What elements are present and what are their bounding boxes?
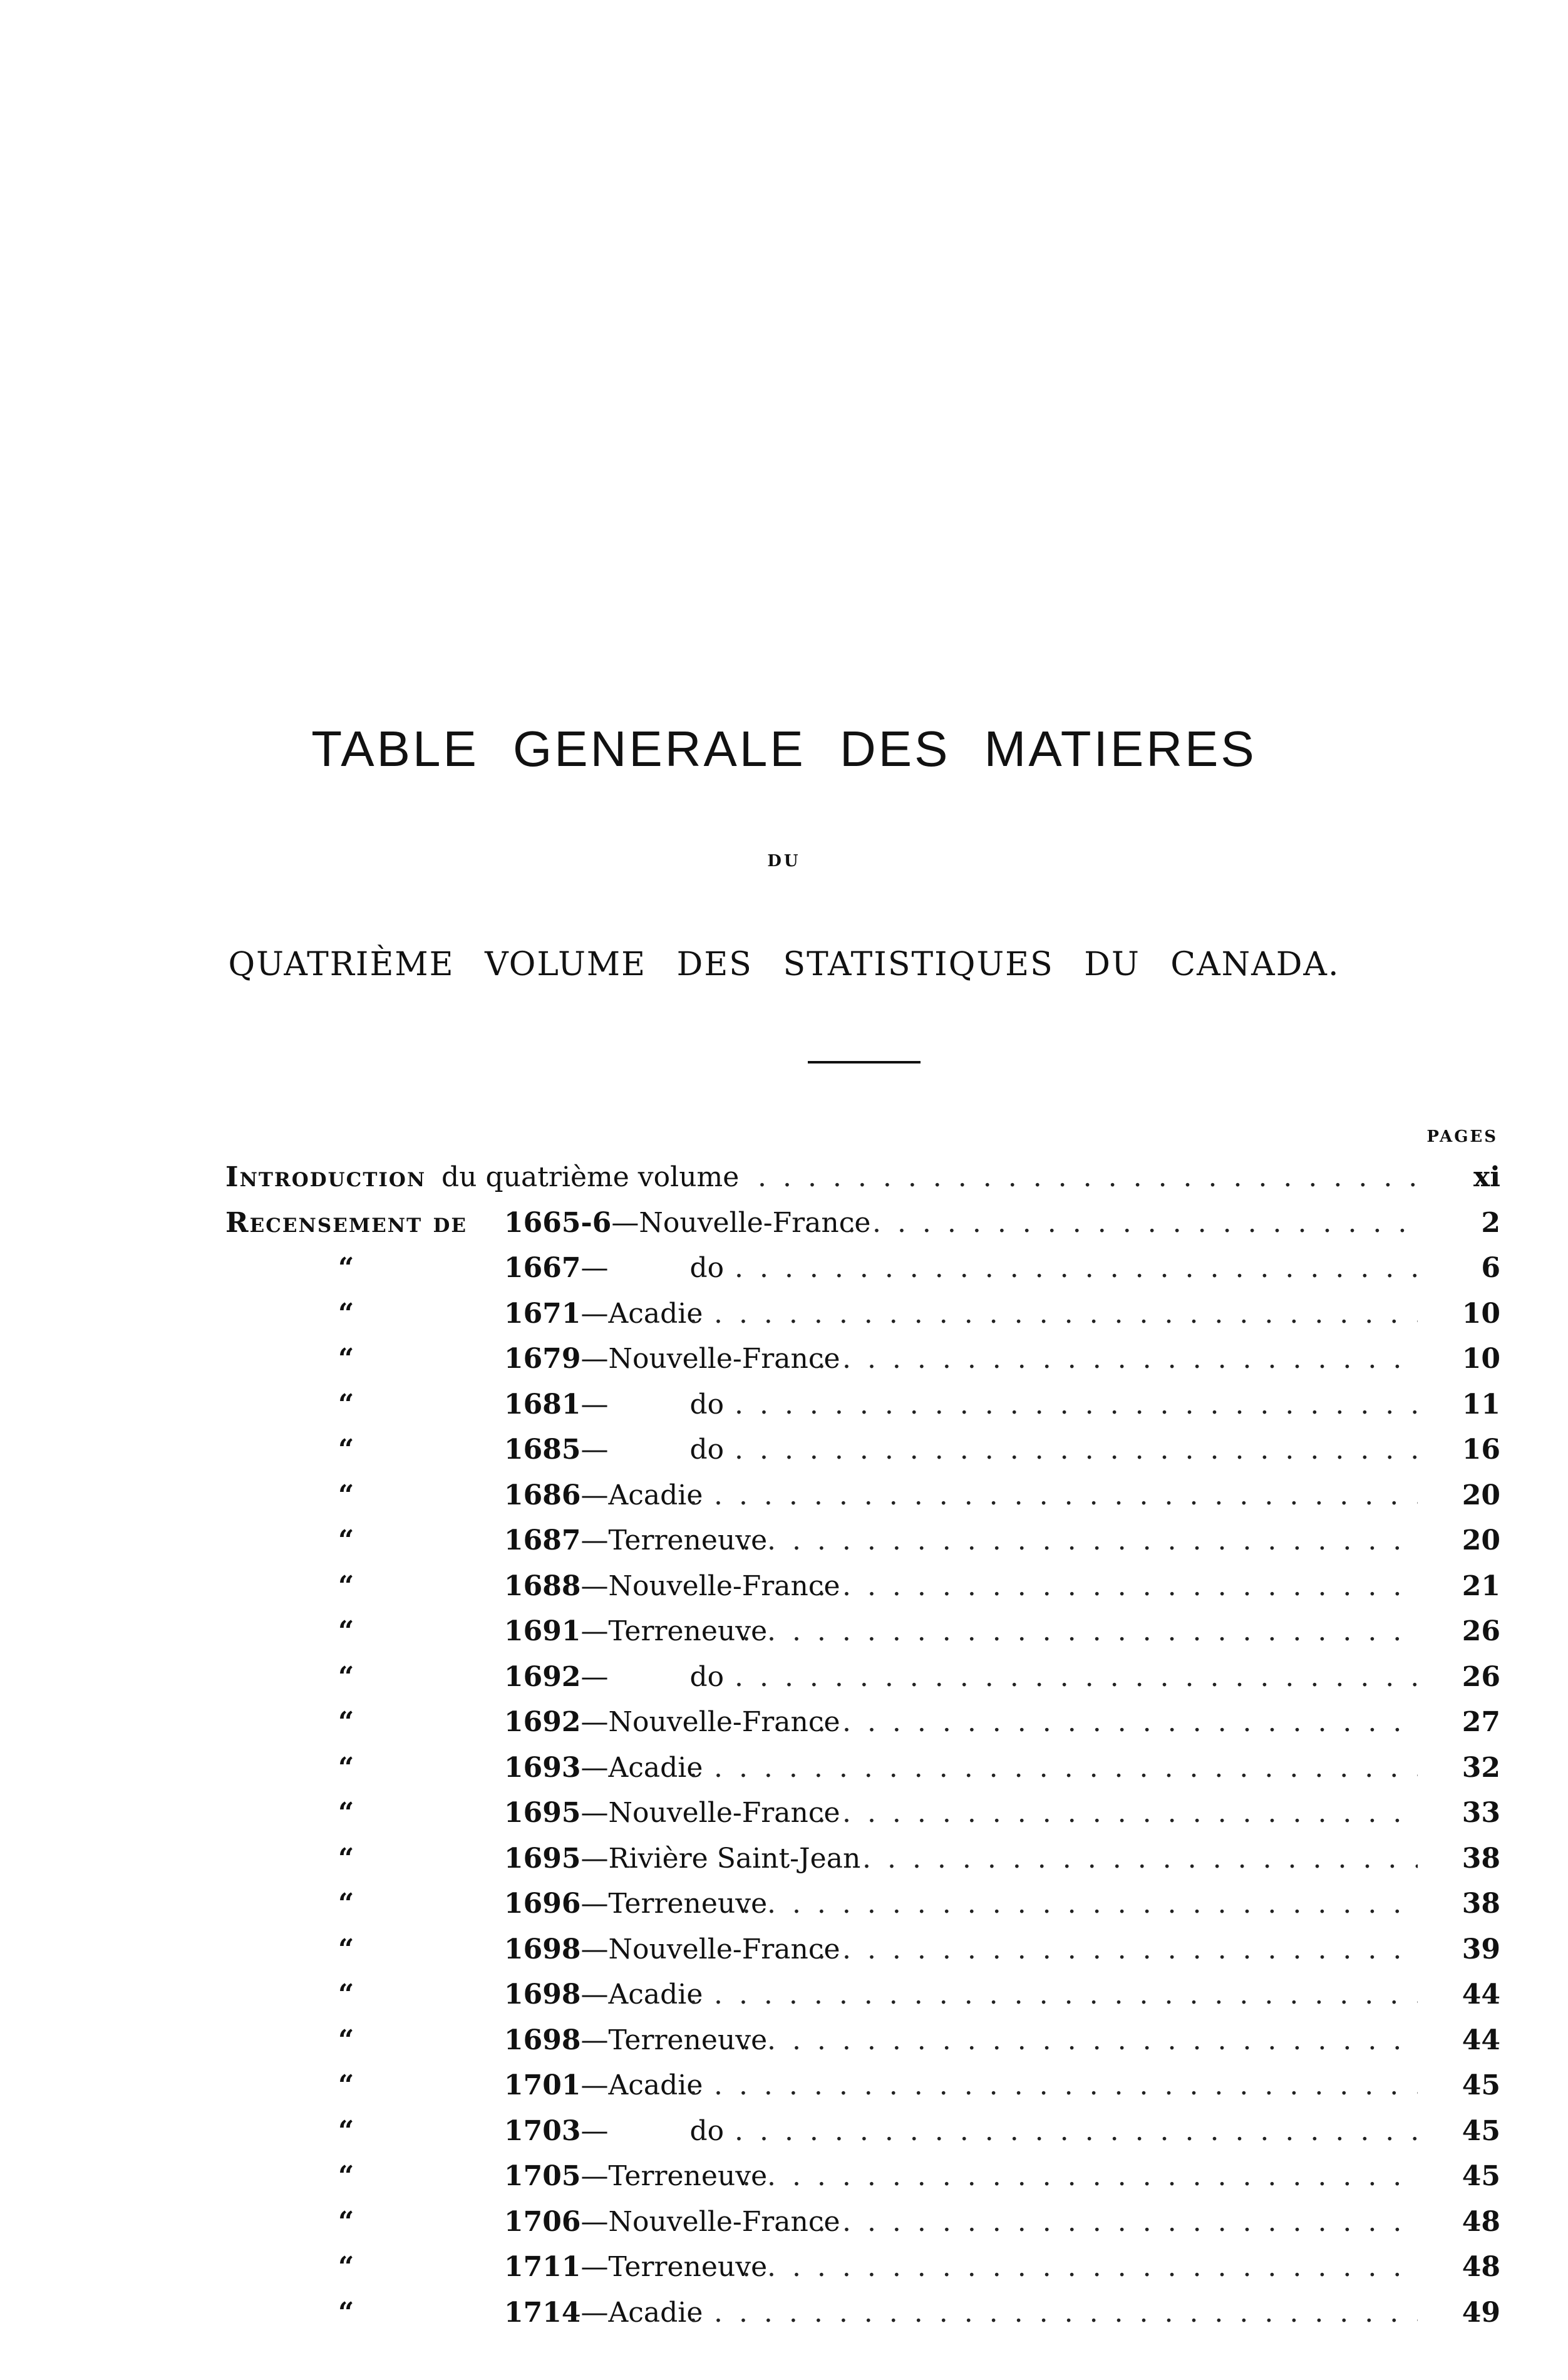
census-entry xyxy=(504,2293,703,2333)
ditto-mark: “ xyxy=(338,1979,354,2010)
census-entry xyxy=(504,2020,767,2061)
census-year: 1698 xyxy=(504,2024,581,2056)
census-entry xyxy=(504,1748,703,1788)
census-place: Nouvelle-France xyxy=(608,1933,840,1965)
census-place: Nouvelle-France xyxy=(608,1570,840,1602)
census-page-number: 33 xyxy=(1462,1797,1500,1829)
title-connector: DU xyxy=(767,852,801,871)
dash-separator: — xyxy=(580,1706,609,1738)
census-place: Terreneuve xyxy=(608,2251,768,2283)
ditto-mark: “ xyxy=(338,1660,354,1693)
dot-leader xyxy=(847,1203,1418,1243)
dot-leader xyxy=(742,2020,1418,2061)
ditto-mark: “ xyxy=(338,2160,354,2192)
census-page-number: 44 xyxy=(1462,1979,1500,2010)
census-entry xyxy=(504,1385,724,1425)
ditto-mark: “ xyxy=(338,1933,354,1965)
ditto-mark: “ xyxy=(338,2296,354,2329)
toc-row xyxy=(0,1476,1568,1516)
dash-separator: — xyxy=(580,1434,609,1466)
dot-leader xyxy=(742,2247,1418,2287)
census-place: Terreneuve xyxy=(608,1524,768,1556)
dash-separator: — xyxy=(580,1479,609,1511)
census-place: do xyxy=(689,1434,725,1466)
census-entry xyxy=(504,1657,724,1697)
census-year: 1714 xyxy=(504,2296,581,2329)
dash-separator: — xyxy=(580,1388,609,1420)
dash-separator: — xyxy=(580,1751,609,1784)
census-page-number: 26 xyxy=(1462,1615,1500,1647)
census-year: 1692 xyxy=(504,1706,581,1738)
toc-row xyxy=(0,2111,1568,2151)
toc-row xyxy=(0,1203,1568,1243)
census-page-number: 20 xyxy=(1462,1524,1500,1556)
dash-separator: — xyxy=(611,1206,639,1239)
dash-separator: — xyxy=(580,1343,609,1375)
page-subtitle: QUATRIÈME VOLUME DES STATISTIQUES DU CANADA. xyxy=(228,946,1340,983)
census-year: 1705 xyxy=(504,2160,581,2192)
toc-row xyxy=(0,1385,1568,1425)
dot-leader xyxy=(758,1157,1418,1198)
dot-leader xyxy=(689,1975,1418,2015)
dash-separator: — xyxy=(580,2069,609,2101)
census-page-number: 32 xyxy=(1462,1751,1500,1784)
census-place: Terreneuve xyxy=(608,1615,768,1647)
toc-row xyxy=(0,1793,1568,1833)
dash-separator: — xyxy=(580,1570,609,1602)
census-entry xyxy=(504,2066,703,2106)
census-page-number: 48 xyxy=(1462,2251,1500,2283)
introduction-text: du quatrième volume xyxy=(441,1161,740,1193)
introduction-label: Introduction xyxy=(225,1161,426,1193)
dot-leader xyxy=(742,1884,1418,1924)
census-place: Nouvelle-France xyxy=(608,1797,840,1829)
census-entry xyxy=(504,2247,767,2287)
ditto-mark: “ xyxy=(338,1252,354,1284)
toc-row xyxy=(0,1657,1568,1697)
dash-separator: — xyxy=(580,2114,609,2147)
census-entry xyxy=(504,1430,724,1470)
census-page-number: 45 xyxy=(1462,2114,1500,2147)
census-page-number: 45 xyxy=(1462,2069,1500,2101)
dash-separator: — xyxy=(580,1524,609,1556)
dot-leader xyxy=(817,1566,1418,1606)
census-page-number: 49 xyxy=(1462,2296,1500,2329)
census-entry xyxy=(504,1248,724,1288)
ditto-mark: “ xyxy=(338,1479,354,1511)
census-year: 1695 xyxy=(504,1842,581,1875)
dash-separator: — xyxy=(580,1888,609,1920)
census-year: 1681 xyxy=(504,1388,581,1420)
census-entry xyxy=(504,2156,767,2196)
ditto-mark: “ xyxy=(338,1297,354,1330)
toc-row xyxy=(0,2293,1568,2333)
dot-leader xyxy=(742,1612,1418,1652)
dot-leader xyxy=(689,2293,1418,2333)
toc-row xyxy=(0,1430,1568,1470)
dot-leader xyxy=(735,1430,1418,1470)
dash-separator: — xyxy=(580,2251,609,2283)
census-year: 1698 xyxy=(504,1979,581,2010)
census-year: 1695 xyxy=(504,1797,581,1829)
census-year: 1711 xyxy=(504,2251,581,2283)
census-entry xyxy=(504,1203,870,1243)
census-place: Nouvelle-France xyxy=(608,1706,840,1738)
census-page-number: 16 xyxy=(1462,1434,1500,1466)
dash-separator: — xyxy=(580,1615,609,1647)
census-year: 1665-6 xyxy=(504,1206,612,1239)
census-year: 1692 xyxy=(504,1660,581,1693)
dash-separator: — xyxy=(580,1252,609,1284)
census-entry xyxy=(504,1975,703,2015)
dot-leader xyxy=(817,2202,1418,2242)
dot-leader xyxy=(817,1793,1418,1833)
census-place: Nouvelle-France xyxy=(608,2205,840,2238)
ditto-mark: “ xyxy=(338,1888,354,1920)
dot-leader xyxy=(735,2111,1418,2151)
ditto-mark: “ xyxy=(338,2205,354,2238)
toc-row xyxy=(0,2020,1568,2061)
toc-row xyxy=(0,2247,1568,2287)
toc-row-introduction xyxy=(0,1157,1568,1198)
toc-row xyxy=(0,1884,1568,1924)
census-entry xyxy=(504,1839,860,1879)
census-place: Acadie xyxy=(608,1979,703,2010)
census-year: 1696 xyxy=(504,1888,581,1920)
toc-row xyxy=(0,1521,1568,1561)
dash-separator: — xyxy=(580,1797,609,1829)
dot-leader xyxy=(689,2066,1418,2106)
toc-row xyxy=(0,2066,1568,2106)
toc-row xyxy=(0,2156,1568,2196)
dash-separator: — xyxy=(580,1297,609,1330)
dot-leader xyxy=(735,1657,1418,1697)
census-place: Acadie xyxy=(608,2069,703,2101)
census-place: do xyxy=(689,1388,725,1420)
ditto-mark: “ xyxy=(338,1343,354,1375)
census-page-number: 2 xyxy=(1481,1206,1500,1239)
census-year: 1671 xyxy=(504,1297,581,1330)
dot-leader xyxy=(735,1385,1418,1425)
census-place: do xyxy=(689,1252,725,1284)
census-place: Rivière Saint-Jean xyxy=(608,1842,861,1875)
ditto-mark: “ xyxy=(338,1434,354,1466)
census-entry xyxy=(504,1521,767,1561)
page-title: TABLE GENERALE DES MATIERES xyxy=(311,721,1257,777)
census-page-number: 10 xyxy=(1462,1343,1500,1375)
census-entry xyxy=(504,1702,840,1742)
census-entry xyxy=(504,1476,703,1516)
census-year: 1691 xyxy=(504,1615,581,1647)
census-year: 1686 xyxy=(504,1479,581,1511)
dot-leader xyxy=(742,1521,1418,1561)
dash-separator: — xyxy=(580,1660,609,1693)
census-place: Acadie xyxy=(608,1297,703,1330)
census-place: Nouvelle-France xyxy=(639,1206,871,1239)
toc-row xyxy=(0,1248,1568,1288)
census-entry xyxy=(504,2202,840,2242)
ditto-mark: “ xyxy=(338,1615,354,1647)
dot-leader xyxy=(689,1476,1418,1516)
toc-row xyxy=(0,1748,1568,1788)
ditto-mark: “ xyxy=(338,1842,354,1875)
census-entry xyxy=(504,1566,840,1606)
census-place: Terreneuve xyxy=(608,2024,768,2056)
census-entry xyxy=(504,1612,767,1652)
toc-row xyxy=(0,1294,1568,1334)
census-page-number: 39 xyxy=(1462,1933,1500,1965)
pages-column-header: PAGES xyxy=(1426,1127,1498,1146)
dot-leader xyxy=(689,1294,1418,1334)
dot-leader xyxy=(817,1339,1418,1379)
dot-leader xyxy=(817,1930,1418,1970)
census-place: Acadie xyxy=(608,2296,703,2329)
ditto-mark: “ xyxy=(338,2069,354,2101)
census-entry xyxy=(504,2111,724,2151)
dash-separator: — xyxy=(580,2205,609,2238)
census-year: 1679 xyxy=(504,1343,581,1375)
census-place: Acadie xyxy=(608,1751,703,1784)
ditto-mark: “ xyxy=(338,1570,354,1602)
census-page-number: 21 xyxy=(1462,1570,1500,1602)
census-page-number: 11 xyxy=(1462,1388,1500,1420)
dot-leader xyxy=(735,1248,1418,1288)
toc-row xyxy=(0,1339,1568,1379)
toc-row xyxy=(0,1975,1568,2015)
census-entry xyxy=(504,1339,840,1379)
ditto-mark: “ xyxy=(338,1706,354,1738)
census-place: Terreneuve xyxy=(608,1888,768,1920)
census-page-number: 27 xyxy=(1462,1706,1500,1738)
census-page-number: 26 xyxy=(1462,1660,1500,1693)
census-year: 1701 xyxy=(504,2069,581,2101)
census-year: 1703 xyxy=(504,2114,581,2147)
census-page-number: 38 xyxy=(1462,1888,1500,1920)
census-entry xyxy=(504,1294,703,1334)
dash-separator: — xyxy=(580,1933,609,1965)
dash-separator: — xyxy=(580,2160,609,2192)
dot-leader xyxy=(742,2156,1418,2196)
toc-row xyxy=(0,1839,1568,1879)
census-page-number: 38 xyxy=(1462,1842,1500,1875)
dot-leader xyxy=(817,1702,1418,1742)
census-year: 1685 xyxy=(504,1434,581,1466)
dash-separator: — xyxy=(580,2024,609,2056)
census-year: 1693 xyxy=(504,1751,581,1784)
census-entry xyxy=(504,1930,840,1970)
ditto-mark: “ xyxy=(338,2024,354,2056)
toc-row xyxy=(0,2202,1568,2242)
census-place: Terreneuve xyxy=(608,2160,768,2192)
toc-row xyxy=(0,1930,1568,1970)
ditto-mark: “ xyxy=(338,2251,354,2283)
toc-row xyxy=(0,1612,1568,1652)
ditto-mark: “ xyxy=(338,1797,354,1829)
census-page-number: 10 xyxy=(1462,1297,1500,1330)
dot-leader xyxy=(689,1748,1418,1788)
dash-separator: — xyxy=(580,2296,609,2329)
toc-row xyxy=(0,1702,1568,1742)
dot-leader xyxy=(862,1839,1418,1879)
census-year: 1688 xyxy=(504,1570,581,1602)
census-year: 1706 xyxy=(504,2205,581,2238)
census-page-number: 45 xyxy=(1462,2160,1500,2192)
introduction-page: xi xyxy=(1473,1161,1500,1193)
census-page-number: 44 xyxy=(1462,2024,1500,2056)
census-label: Recensement de xyxy=(225,1206,468,1239)
census-year: 1687 xyxy=(504,1524,581,1556)
census-place: do xyxy=(689,1660,725,1693)
census-entry xyxy=(504,1884,767,1924)
census-place: Acadie xyxy=(608,1479,703,1511)
census-page-number: 6 xyxy=(1481,1252,1500,1284)
census-year: 1667 xyxy=(504,1252,581,1284)
census-year: 1698 xyxy=(504,1933,581,1965)
toc-row xyxy=(0,1566,1568,1606)
dash-separator: — xyxy=(580,1979,609,2010)
ditto-mark: “ xyxy=(338,1524,354,1556)
census-place: Nouvelle-France xyxy=(608,1343,840,1375)
census-page-number: 20 xyxy=(1462,1479,1500,1511)
census-page-number: 48 xyxy=(1462,2205,1500,2238)
ditto-mark: “ xyxy=(338,1388,354,1420)
title-divider xyxy=(808,1061,921,1063)
ditto-mark: “ xyxy=(338,1751,354,1784)
census-place: do xyxy=(689,2114,725,2147)
dash-separator: — xyxy=(580,1842,609,1875)
census-entry xyxy=(504,1793,840,1833)
ditto-mark: “ xyxy=(338,2114,354,2147)
